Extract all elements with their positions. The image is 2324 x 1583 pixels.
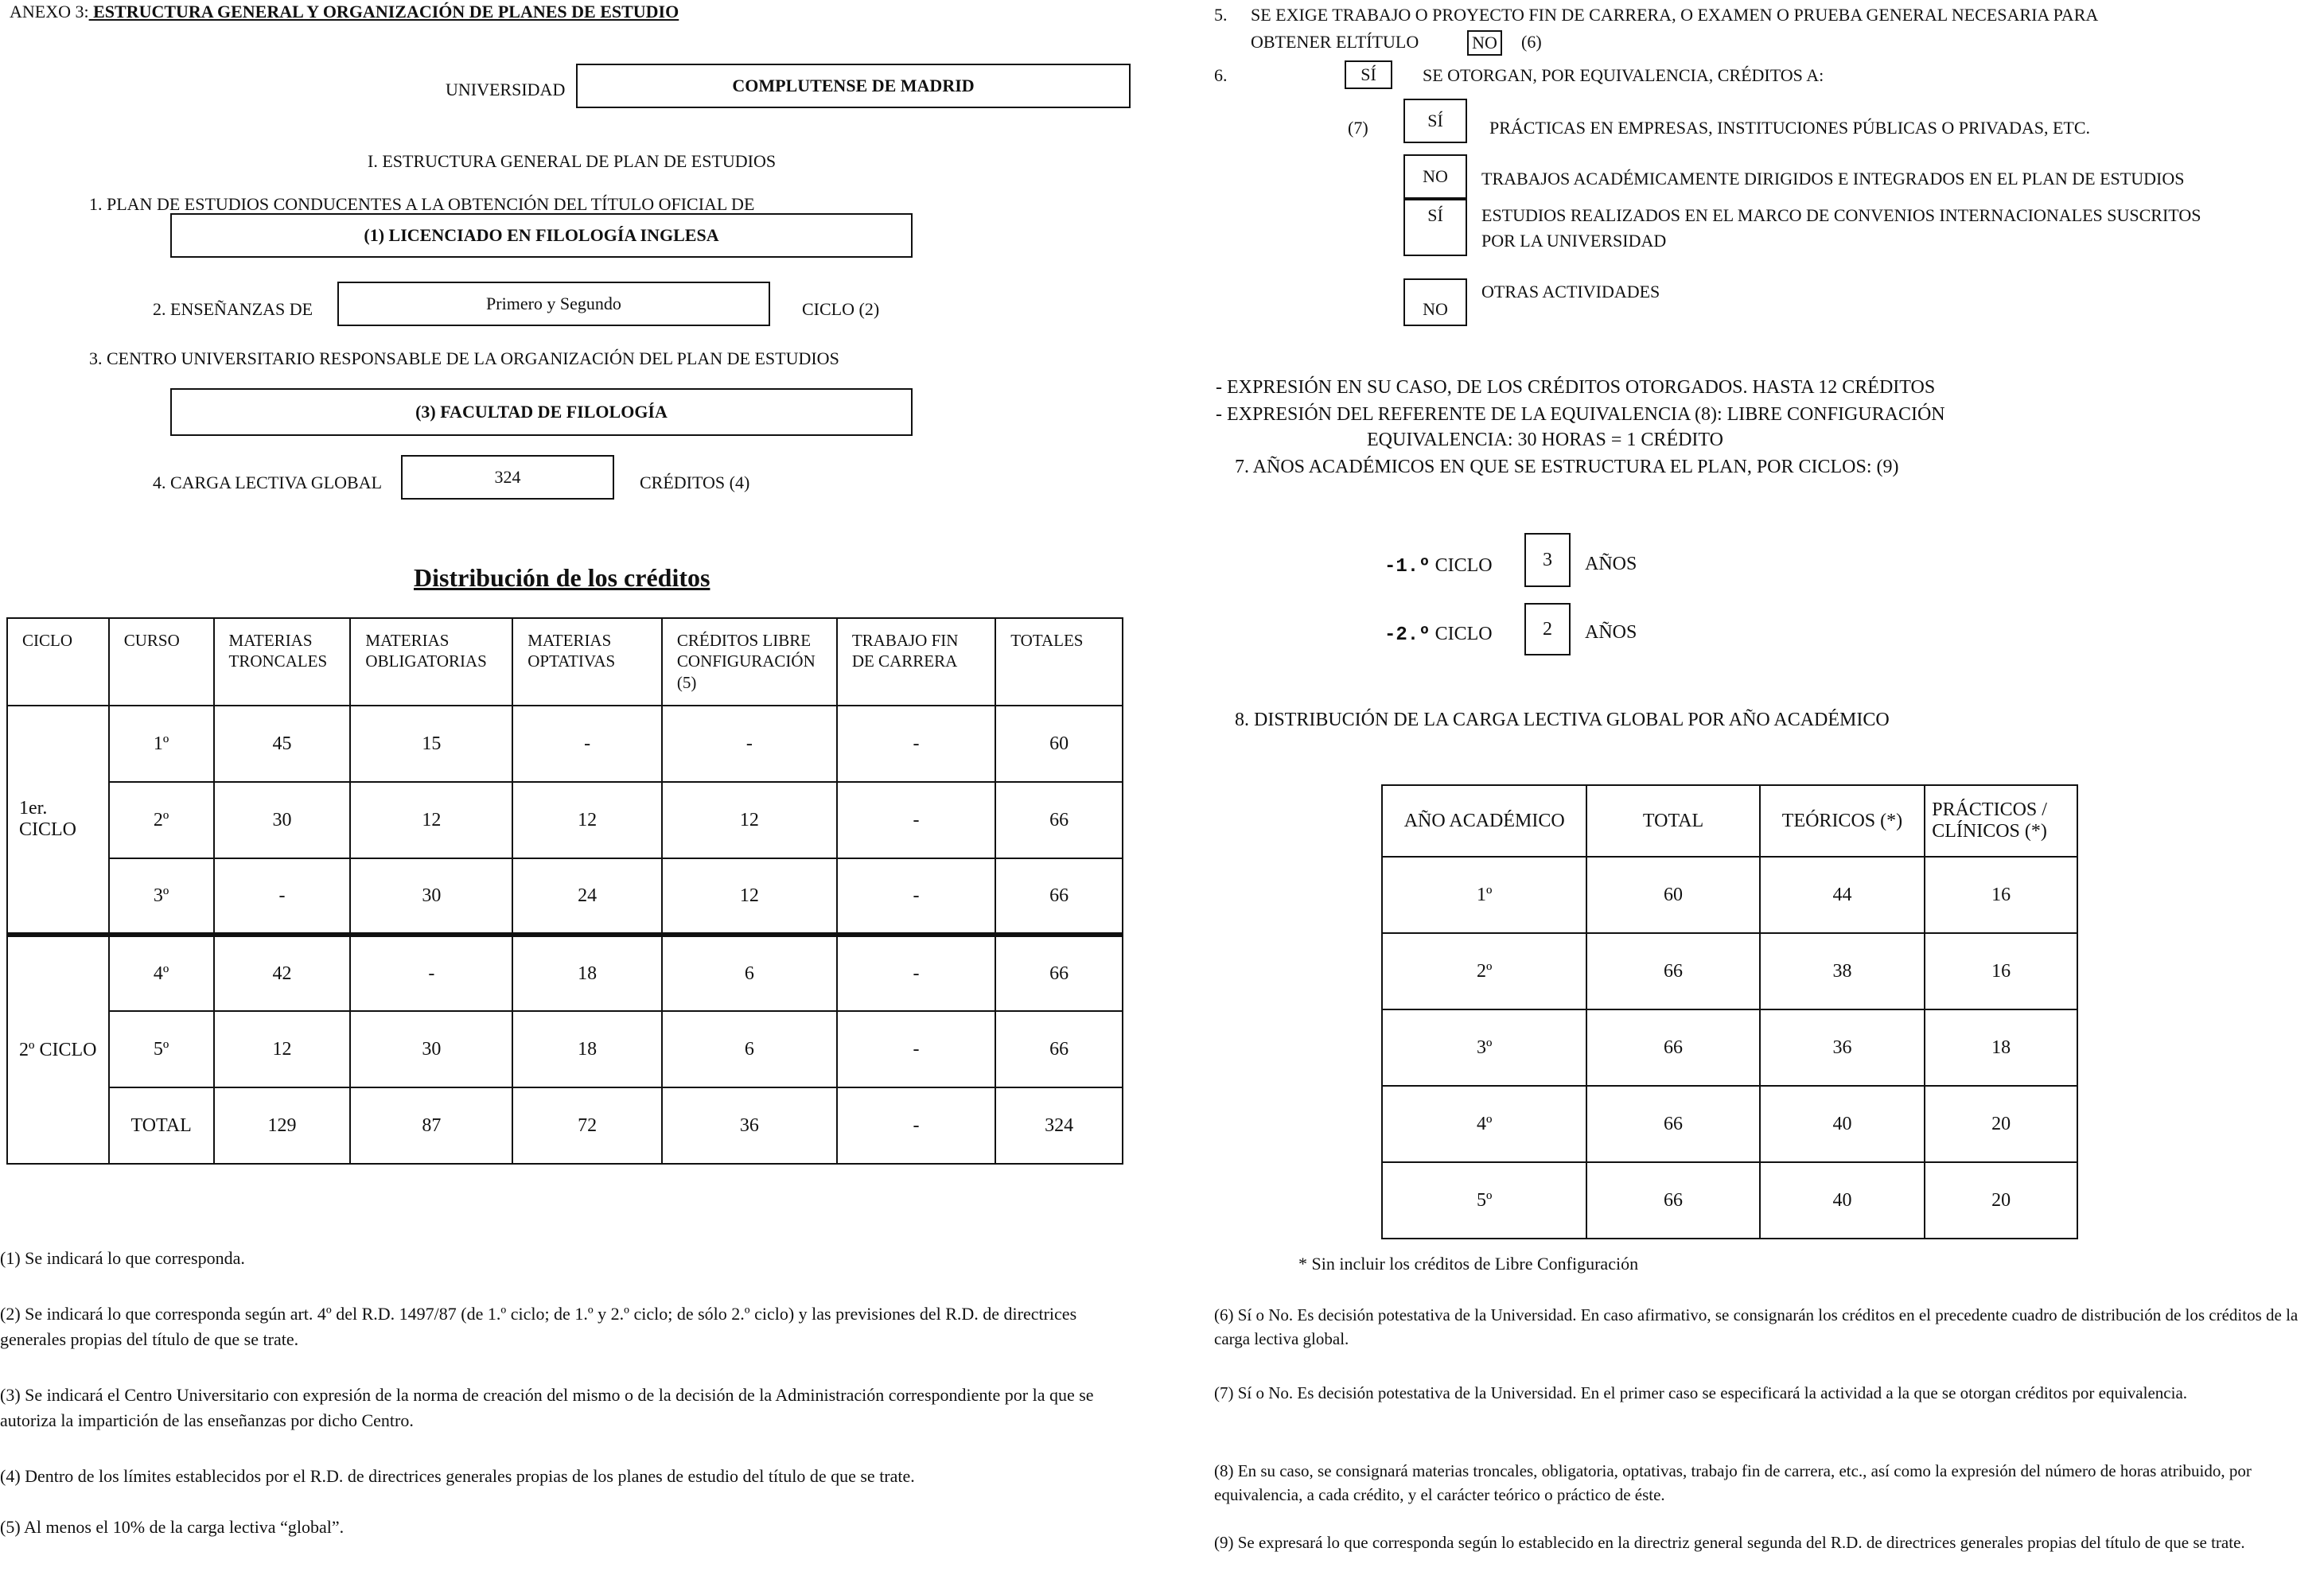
table-cell: TOTAL — [109, 1087, 214, 1164]
col-header: TRABAJO FIN DE CARRERA — [837, 618, 995, 706]
col-header: TOTAL — [1586, 785, 1759, 857]
table-cell: 38 — [1760, 933, 1925, 1009]
carga-value: 324 — [494, 467, 521, 487]
col-header: CICLO — [7, 618, 109, 706]
item7-label: 7. AÑOS ACADÉMICOS EN QUE SE ESTRUCTURA EL PLAN, POR CICLOS: (9) — [1235, 457, 1899, 477]
table-cell: 66 — [1586, 1162, 1759, 1239]
table-cell: 45 — [214, 706, 351, 782]
table-cell: 30 — [214, 782, 351, 858]
table-cell: 66 — [995, 935, 1123, 1011]
footnote-8: (8) En su caso, se consignará materias troncales, obligatoria, optativas, trabajo fin de carrera, etc., así como la expresión del número de horas atribuido, por equivalencia, a cada crédito, y el carácter teórico o práctico de éste. — [1214, 1461, 2252, 1505]
table-cell: - — [837, 782, 995, 858]
table-cell: 66 — [1586, 1009, 1759, 1086]
option-2-box — [1403, 154, 1467, 199]
table-cell: 66 — [1586, 933, 1759, 1009]
footnote-7: (7) Sí o No. Es decisión potestativa de la Universidad. En el primer caso se especificará la actividad a la que se otorgan créditos por equivalencia. — [1214, 1383, 2188, 1402]
ciclo-1-label: CICLO — [1434, 555, 1493, 576]
table-cell: 42 — [214, 935, 351, 1011]
ciclo-1-years-box — [1524, 533, 1571, 587]
ciclo-2-row — [1384, 624, 1493, 646]
table-cell: 60 — [1586, 857, 1759, 933]
footnote-6: (6) Sí o No. Es decisión potestativa de la Universidad. En caso afirmativo, se consignarán los créditos en el precedente cuadro de distribución de los créditos de la carga lectiva global. — [1214, 1305, 2299, 1349]
item6-note: (7) — [1348, 118, 1368, 138]
table-cell: 3º — [1382, 1009, 1586, 1086]
year-table-footnote: * Sin incluir los créditos de Libre Configuración — [1298, 1254, 1639, 1274]
year-table — [1381, 784, 2078, 1239]
item4-label: 4. CARGA LECTIVA GLOBAL — [153, 473, 383, 492]
ciclo-1-unit: AÑOS — [1585, 554, 1637, 574]
expr-1: - EXPRESIÓN EN SU CASO, DE LOS CRÉDITOS OTORGADOS. HASTA 12 CRÉDITOS — [1216, 377, 1936, 398]
table-cell: 66 — [995, 1011, 1123, 1087]
table-cell: 5º — [109, 1011, 214, 1087]
credits-header-row — [7, 618, 1123, 706]
table-cell: 5º — [1382, 1162, 1586, 1239]
titulo-value: (1) LICENCIADO EN FILOLOGÍA INGLESA — [364, 225, 719, 245]
ciclo-2-years: 2 — [1543, 618, 1552, 640]
option-3-box — [1403, 199, 1467, 256]
col-header: CURSO — [109, 618, 214, 706]
credits-table — [6, 617, 1123, 1165]
table-cell: 30 — [350, 1011, 512, 1087]
option-1-box — [1403, 99, 1467, 143]
item2-suffix: CICLO (2) — [802, 299, 880, 319]
item5-note: (6) — [1521, 32, 1542, 52]
option-4-label: OTRAS ACTIVIDADES — [1481, 282, 1660, 301]
table-cell: 12 — [662, 782, 837, 858]
table-cell: 15 — [350, 706, 512, 782]
table-cell: - — [837, 1011, 995, 1087]
table-cell: 324 — [995, 1087, 1123, 1164]
table-cell: 44 — [1760, 857, 1925, 933]
table-cell: 72 — [512, 1087, 662, 1164]
col-header: CRÉDITOS LIBRE CONFIGURACIÓN (5) — [662, 618, 837, 706]
item1-label: 1. PLAN DE ESTUDIOS CONDUCENTES A LA OBTENCIÓN DEL TÍTULO OFICIAL DE — [89, 194, 755, 214]
item6-label: SE OTORGAN, POR EQUIVALENCIA, CRÉDITOS A: — [1423, 65, 1824, 85]
table-cell: 129 — [214, 1087, 351, 1164]
item2-label: 2. ENSEÑANZAS DE — [153, 299, 313, 319]
centro-value: (3) FACULTAD DE FILOLOGÍA — [415, 402, 668, 422]
ciclo-2-years-box — [1524, 603, 1571, 655]
item6-value: SÍ — [1361, 64, 1376, 84]
item4-suffix: CRÉDITOS (4) — [640, 473, 750, 492]
carga-field — [401, 455, 614, 500]
centro-field — [170, 388, 913, 436]
ciclo-1-years: 3 — [1543, 549, 1552, 570]
table-cell: - — [662, 706, 837, 782]
table-cell: 12 — [214, 1011, 351, 1087]
universidad-value: COMPLUTENSE DE MADRID — [732, 76, 975, 95]
footnote-9: (9) Se expresará lo que corresponda según lo establecido en la directriz general segunda del R.D. de directrices generales propias del título de que se trate. — [1214, 1533, 2245, 1552]
table-cell: 2º — [1382, 933, 1586, 1009]
col-header: PRÁCTICOS / CLÍNICOS (*) — [1925, 785, 2077, 857]
option-1-value: SÍ — [1427, 111, 1443, 130]
ciclo-2-unit: AÑOS — [1585, 622, 1637, 643]
footnote-4: (4) Dentro de los límites establecidos por el R.D. de directrices generales propias de los planes de estudio del título de que se trate. — [0, 1466, 915, 1486]
table-cell: 6 — [662, 1011, 837, 1087]
ciclo-1-prefix: -1.º — [1384, 556, 1431, 578]
table-cell: 16 — [1925, 857, 2077, 933]
table-row — [1382, 1162, 2077, 1239]
table-cell: 20 — [1925, 1086, 2077, 1162]
table-cell: 24 — [512, 858, 662, 935]
item3-label: 3. CENTRO UNIVERSITARIO RESPONSABLE DE LA ORGANIZACIÓN DEL PLAN DE ESTUDIOS — [89, 348, 839, 368]
table-cell: 12 — [662, 858, 837, 935]
ciclo-2-cell: 2º CICLO — [7, 935, 109, 1164]
table-cell: - — [350, 935, 512, 1011]
table-cell: - — [837, 706, 995, 782]
table-cell: 6 — [662, 935, 837, 1011]
col-header: MATERIAS OPTATIVAS — [512, 618, 662, 706]
table-row — [7, 858, 1123, 935]
item6-value-box — [1345, 60, 1392, 89]
table-cell: 4º — [1382, 1086, 1586, 1162]
table-cell: 40 — [1760, 1162, 1925, 1239]
ensenanzas-value: Primero y Segundo — [486, 294, 621, 313]
ciclo-1-cell: 1er. CICLO — [7, 706, 109, 935]
distribution-title: Distribución de los créditos — [414, 563, 710, 592]
table-cell: 12 — [512, 782, 662, 858]
table-cell: - — [837, 1087, 995, 1164]
annex-title: ESTRUCTURA GENERAL Y ORGANIZACIÓN DE PLANES DE ESTUDIO — [88, 2, 679, 21]
table-cell: 18 — [512, 1011, 662, 1087]
ciclo-1-row — [1384, 555, 1493, 578]
table-cell: 40 — [1760, 1086, 1925, 1162]
table-cell: - — [214, 858, 351, 935]
annex-prefix: ANEXO 3: — [10, 2, 89, 21]
universidad-field — [576, 64, 1131, 108]
option-2-label: TRABAJOS ACADÉMICAMENTE DIRIGIDOS E INTEGRADOS EN EL PLAN DE ESTUDIOS — [1481, 169, 2185, 189]
year-header-row — [1382, 785, 2077, 857]
table-cell: 1º — [109, 706, 214, 782]
table-cell: 2º — [109, 782, 214, 858]
table-cell: 18 — [512, 935, 662, 1011]
item5-num: 5. — [1214, 5, 1228, 25]
universidad-label: UNIVERSIDAD — [446, 80, 566, 99]
table-row — [7, 782, 1123, 858]
table-cell: 12 — [350, 782, 512, 858]
table-cell: 66 — [995, 858, 1123, 935]
table-row — [7, 1087, 1123, 1164]
expr-3: EQUIVALENCIA: 30 HORAS = 1 CRÉDITO — [1367, 430, 1723, 450]
col-header: TEÓRICOS (*) — [1760, 785, 1925, 857]
table-row — [1382, 933, 2077, 1009]
table-cell: - — [512, 706, 662, 782]
table-cell: 87 — [350, 1087, 512, 1164]
ciclo-2-prefix: -2.º — [1384, 624, 1431, 646]
item6-num: 6. — [1214, 65, 1228, 85]
table-row — [1382, 857, 2077, 933]
col-header: AÑO ACADÉMICO — [1382, 785, 1586, 857]
ciclo-2-label: CICLO — [1434, 624, 1493, 644]
item5-line1: SE EXIGE TRABAJO O PROYECTO FIN DE CARRERA, O EXAMEN O PRUEBA GENERAL NECESARIA PARA — [1251, 5, 2099, 25]
table-row — [1382, 1009, 2077, 1086]
col-header: MATERIAS TRONCALES — [214, 618, 351, 706]
option-4-box — [1403, 278, 1467, 326]
ensenanzas-field — [337, 282, 770, 326]
table-row — [7, 935, 1123, 1011]
option-1-label: PRÁCTICAS EN EMPRESAS, INSTITUCIONES PÚBLICAS O PRIVADAS, ETC. — [1489, 118, 2091, 138]
footnote-2: (2) Se indicará lo que corresponda según art. 4º del R.D. 1497/87 (de 1.º ciclo; de 1.º y 2.º ciclo; de sólo 2.º ciclo) y las previsiones del R.D. de directrices generales propias del título de que se trate. — [0, 1304, 1077, 1349]
item8-label: 8. DISTRIBUCIÓN DE LA CARGA LECTIVA GLOBAL POR AÑO ACADÉMICO — [1235, 710, 1890, 730]
option-4-value: NO — [1423, 299, 1448, 319]
table-cell: 66 — [995, 782, 1123, 858]
table-cell: 3º — [109, 858, 214, 935]
item5-value: NO — [1472, 33, 1497, 53]
col-header: TOTALES — [995, 618, 1123, 706]
option-3-value: SÍ — [1427, 205, 1443, 225]
table-cell: - — [837, 858, 995, 935]
item5-line2: OBTENER ELTÍTULO — [1251, 32, 1419, 52]
table-cell: 16 — [1925, 933, 2077, 1009]
table-cell: 66 — [1586, 1086, 1759, 1162]
table-cell: 60 — [995, 706, 1123, 782]
table-cell: 1º — [1382, 857, 1586, 933]
table-row — [1382, 1086, 2077, 1162]
titulo-field — [170, 213, 913, 258]
footnote-1: (1) Se indicará lo que corresponda. — [0, 1248, 245, 1268]
option-3-label-2: POR LA UNIVERSIDAD — [1481, 231, 1667, 251]
option-2-value: NO — [1423, 166, 1448, 186]
expr-2: - EXPRESIÓN DEL REFERENTE DE LA EQUIVALENCIA (8): LIBRE CONFIGURACIÓN — [1216, 404, 1945, 425]
table-cell: 36 — [662, 1087, 837, 1164]
item5-value-box — [1467, 30, 1502, 56]
footnote-5: (5) Al menos el 10% de la carga lectiva “global”. — [0, 1517, 345, 1537]
table-cell: 20 — [1925, 1162, 2077, 1239]
section-title: I. ESTRUCTURA GENERAL DE PLAN DE ESTUDIOS — [368, 151, 777, 171]
table-row — [7, 1011, 1123, 1087]
table-cell: 36 — [1760, 1009, 1925, 1086]
table-cell: 18 — [1925, 1009, 2077, 1086]
annex-heading — [10, 2, 679, 22]
footnote-3: (3) Se indicará el Centro Universitario con expresión de la norma de creación del mismo o de la decisión de la Administración correspondiente por la que se autoriza la impartición de las enseñanzas por dicho Centro. — [0, 1385, 1094, 1430]
col-header: MATERIAS OBLIGATORIAS — [350, 618, 512, 706]
option-3-label: ESTUDIOS REALIZADOS EN EL MARCO DE CONVENIOS INTERNACIONALES SUSCRITOS — [1481, 205, 2201, 225]
table-row — [7, 706, 1123, 782]
table-cell: - — [837, 935, 995, 1011]
table-cell: 30 — [350, 858, 512, 935]
table-cell: 4º — [109, 935, 214, 1011]
